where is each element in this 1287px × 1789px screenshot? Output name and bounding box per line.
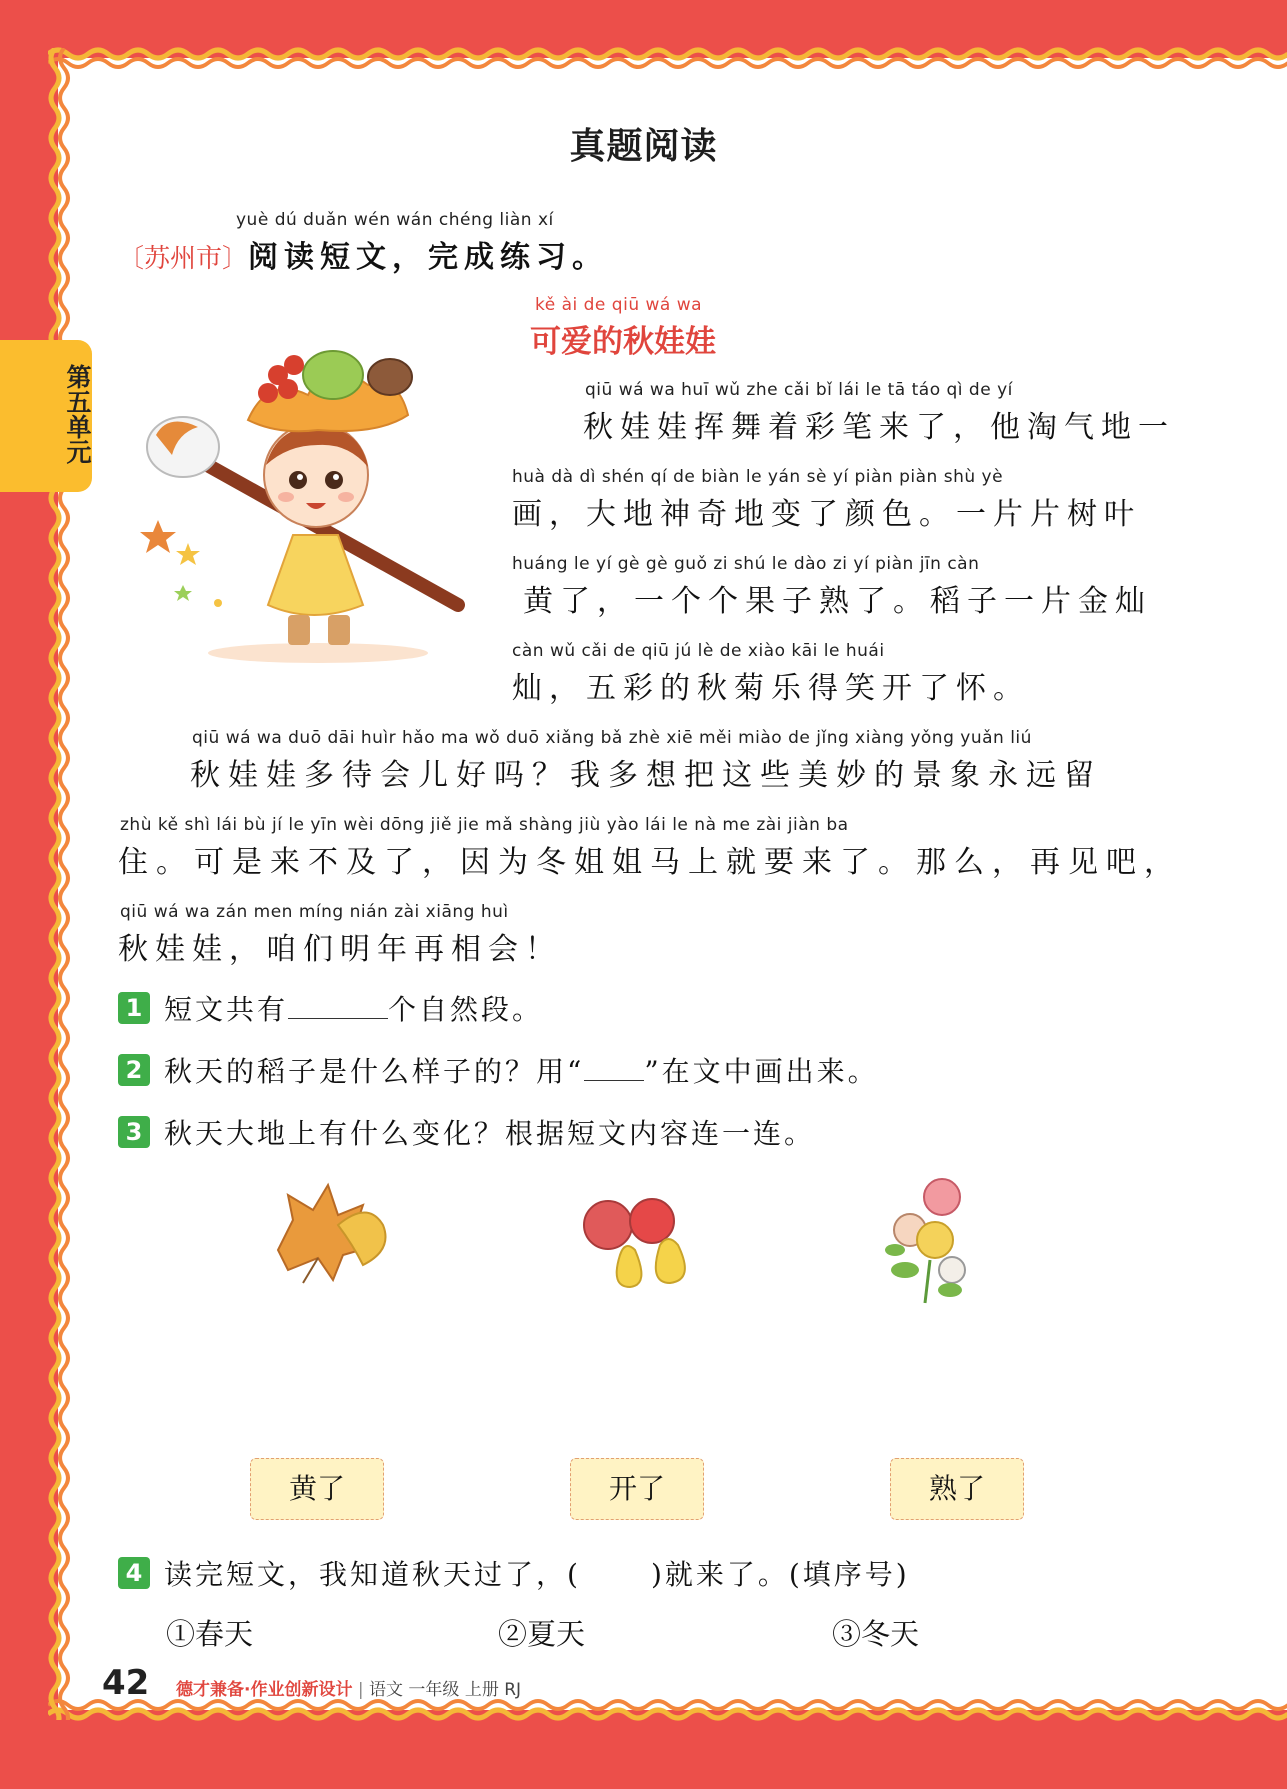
- question-1: [118, 988, 543, 1028]
- page-number: 42: [102, 1663, 150, 1703]
- question-1-badge: 1: [118, 992, 150, 1024]
- footer-book-info: 语文 一年级 上册 RJ: [369, 1680, 522, 1700]
- passage-line-2-pinyin: huà dà dì shén qí de biàn le yán sè yí piàn piàn shù yè: [512, 467, 1004, 487]
- question-3-text: 秋天大地上有什么变化？根据短文内容连一连。: [164, 1117, 816, 1150]
- question-3: [118, 1112, 815, 1152]
- passage-line-5-pinyin: qiū wá wa duō dāi huìr hǎo ma wǒ duō xiǎng bǎ zhè xiē měi miào de jǐng xiàng yǒng yuǎn liú: [192, 728, 1032, 748]
- fruits-image[interactable]: [580, 1195, 700, 1290]
- instruction-text: 阅读短文，完成练习。: [248, 240, 609, 275]
- footer-info: 德才兼备·作业创新设计 | 语文 一年级 上册 RJ: [176, 1680, 522, 1700]
- question-2-text: 秋天的稻子是什么样子的？用“: [164, 1055, 585, 1088]
- page-title: 真题阅读: [569, 126, 718, 167]
- match-box-ripe[interactable]: 熟了: [890, 1458, 1024, 1520]
- question-1-text-end: 个自然段。: [388, 993, 544, 1026]
- passage-line-4: 灿，五彩的秋菊乐得笑开了怀。: [512, 671, 1030, 706]
- instruction-pinyin: yuè dú duǎn wén wán chéng liàn xí: [236, 210, 554, 230]
- option-summer[interactable]: ②夏天: [498, 1617, 586, 1651]
- passage-line-5: 秋娃娃多待会儿好吗？我多想把这些美妙的景象永远留: [190, 758, 1102, 793]
- autumn-doll-illustration: [128, 335, 468, 670]
- passage-line-2: 画，大地神奇地变了颜色。一片片树叶: [512, 497, 1141, 532]
- chrysanthemum-image[interactable]: [880, 1175, 980, 1305]
- question-2-line-sample: [584, 1054, 644, 1081]
- passage-line-4-pinyin: càn wǔ cǎi de qiū jú lè de xiào kāi le huái: [512, 641, 885, 661]
- question-4-badge: 4: [118, 1557, 150, 1589]
- maple-leaves-image[interactable]: [258, 1180, 398, 1285]
- match-box-bloom[interactable]: 开了: [570, 1458, 704, 1520]
- question-2-badge: 2: [118, 1054, 150, 1086]
- option-winter[interactable]: ③冬天: [832, 1617, 920, 1651]
- passage-line-6-pinyin: zhù kě shì lái bù jí le yīn wèi dōng jiě jie mǎ shàng jiù yào lái le nà me zài jiàn ba: [120, 815, 849, 835]
- passage-line-1: 秋娃娃挥舞着彩笔来了，他淘气地一: [583, 410, 1175, 445]
- passage-title-pinyin: kě ài de qiū wá wa: [535, 295, 703, 315]
- question-1-blank[interactable]: [288, 992, 388, 1019]
- passage-line-3: 黄了，一个个果子熟了。稻子一片金灿: [523, 584, 1152, 619]
- passage-line-6: 住。可是来不及了，因为冬姐姐马上就要来了。那么，再见吧，: [118, 845, 1182, 880]
- passage-title: 可爱的秋娃娃: [530, 324, 716, 360]
- region-tag: 〔苏州市〕: [118, 244, 249, 274]
- option-spring[interactable]: ①春天: [166, 1617, 254, 1651]
- question-4-text: 读完短文，我知道秋天过了，(: [164, 1558, 581, 1591]
- match-box-yellow[interactable]: 黄了: [250, 1458, 384, 1520]
- wavy-border-left: [46, 48, 72, 1720]
- passage-line-7: 秋娃娃，咱们明年再相会！: [118, 932, 562, 967]
- question-2: [118, 1050, 879, 1090]
- passage-line-3-pinyin: huáng le yí gè gè guǒ zi shú le dào zi yí piàn jīn càn: [512, 554, 980, 574]
- footer-brand: 德才兼备·作业创新设计: [176, 1680, 353, 1700]
- instruction-line: [118, 232, 608, 276]
- question-1-text: 短文共有: [164, 993, 289, 1026]
- passage-line-1-pinyin: qiū wá wa huī wǔ zhe cǎi bǐ lái le tā táo qì de yí: [585, 380, 1013, 400]
- unit-tab-label: 第五单元: [63, 364, 92, 464]
- unit-tab[interactable]: [0, 340, 92, 492]
- passage-line-7-pinyin: qiū wá wa zán men míng nián zài xiāng huì: [120, 902, 509, 922]
- question-4: [118, 1553, 910, 1593]
- question-3-badge: 3: [118, 1116, 150, 1148]
- wavy-border-top: [48, 46, 1287, 72]
- question-2-text-end: ”在文中画出来。: [644, 1055, 879, 1088]
- question-4-text-end: )就来了。(填序号): [650, 1558, 910, 1591]
